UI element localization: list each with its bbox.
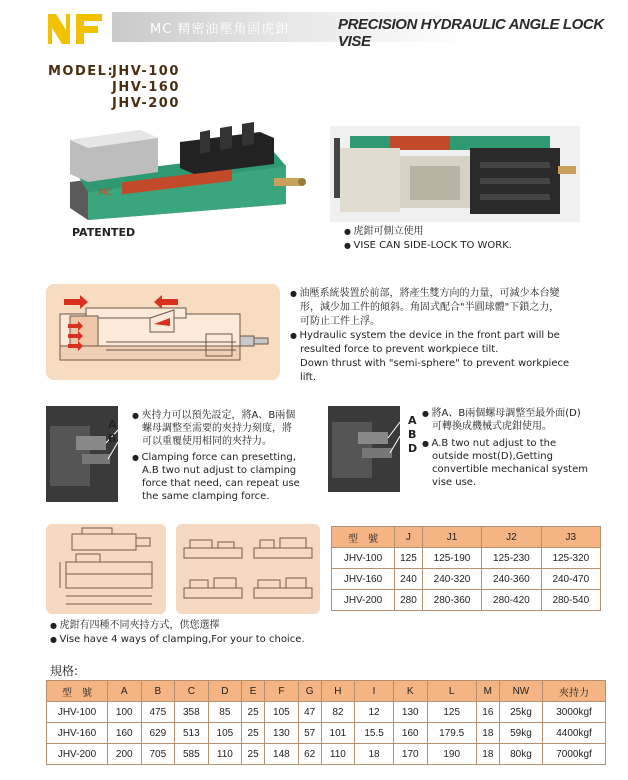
table-cell: 82 (321, 702, 355, 723)
table-cell: 240 (395, 569, 423, 590)
table-cell: 240-360 (482, 569, 541, 590)
j-header: J (395, 527, 423, 548)
j-dimension-table (331, 526, 601, 611)
title-cn: MC 精密油壓角固虎鉗 (150, 22, 290, 37)
spec-table (46, 680, 606, 765)
table-cell: 57 (298, 723, 321, 744)
table-cell: 125-320 (541, 548, 600, 569)
clamping-cn-line1: ● 夾持力可以預先設定，將A、B兩個 (132, 410, 295, 422)
table-cell: JHV-160 (332, 569, 395, 590)
hydraulic-cn-line2: 形，減少加工件的傾斜。角固式配合"半圓球體"下鎖之力， (300, 302, 560, 313)
j-header: 型 號 (332, 527, 395, 548)
nf-logo (44, 10, 104, 46)
table-cell: 240-320 (422, 569, 481, 590)
side-lock-en: ● VISE CAN SIDE-LOCK TO WORK. (344, 240, 512, 252)
table-cell: JHV-100 (47, 702, 108, 723)
table-cell: 62 (298, 744, 321, 765)
spec-header: G (298, 681, 321, 702)
dimension-drawing (46, 524, 166, 614)
hydraulic-en-line3: Down thrust with "semi-sphere" to prevent workpiece (300, 358, 570, 369)
spec-header: K (393, 681, 427, 702)
nut-label-d: D (408, 442, 418, 455)
table-cell: 105 (208, 723, 242, 744)
table-cell: 105 (265, 702, 299, 723)
table-cell: 25 (242, 702, 265, 723)
spec-header: I (355, 681, 394, 702)
hydraulic-diagram (46, 284, 280, 380)
clamping-cn-line2: 螺母調整至需要的夾持力刻度，將 (142, 423, 292, 434)
clamping-en-line4: the same clamping force. (142, 491, 270, 502)
table-cell: 240-470 (541, 569, 600, 590)
nut-label-b: B (408, 428, 417, 441)
patented-label: PATENTED (72, 226, 136, 239)
j-header: J2 (482, 527, 541, 548)
table-cell: 130 (265, 723, 299, 744)
table-cell: 80kg (499, 744, 542, 765)
table-cell: JHV-160 (47, 723, 108, 744)
model-jhv-100: JHV-100 (112, 64, 180, 79)
table-cell: 18 (355, 744, 394, 765)
nut-cn-line2: 可轉換成機械式虎鉗使用。 (432, 421, 552, 432)
table-cell: 629 (141, 723, 175, 744)
table-cell: 7000kgf (543, 744, 606, 765)
table-cell: 280 (395, 590, 423, 611)
table-cell: 160 (108, 723, 142, 744)
table-row (47, 744, 606, 765)
spec-header: 型 號 (47, 681, 108, 702)
vise-photo-main (60, 112, 310, 220)
spec-header: M (476, 681, 499, 702)
table-cell: 12 (355, 702, 394, 723)
table-cell: 25 (242, 744, 265, 765)
table-cell: 15.5 (355, 723, 394, 744)
spec-title: 規格: (50, 664, 79, 678)
spec-header: NW (499, 681, 542, 702)
nut-en-line2: outside most(D),Getting (432, 451, 553, 462)
table-cell: 705 (141, 744, 175, 765)
table-cell: 179.5 (427, 723, 476, 744)
table-row (332, 569, 601, 590)
table-cell: 130 (393, 702, 427, 723)
nut-convert-photo (328, 406, 400, 492)
spec-header: D (208, 681, 242, 702)
table-cell: JHV-200 (332, 590, 395, 611)
clamping-cn-line3: 可以重覆使用相同的夾持力。 (142, 436, 272, 447)
spec-header: 夾持力 (543, 681, 606, 702)
table-cell: 148 (265, 744, 299, 765)
nut-cn-line1: ● 將A、B兩個螺母調整至最外面(D) (422, 408, 581, 420)
model-jhv-200: JHV-200 (112, 96, 180, 111)
vise-brand-mark: MC (98, 188, 113, 198)
table-cell: 110 (208, 744, 242, 765)
clamping-en-line3: force that need, can repeat use (142, 478, 300, 489)
spec-header: H (321, 681, 355, 702)
hydraulic-en-line2: resulted force to prevent workpiece tilt. (300, 344, 499, 355)
model-jhv-160: JHV-160 (112, 80, 180, 95)
table-row (47, 702, 606, 723)
table-cell: 16 (476, 702, 499, 723)
table-cell: 110 (321, 744, 355, 765)
table-cell: 18 (476, 744, 499, 765)
clamp-label-b: B (108, 432, 117, 445)
table-row (332, 548, 601, 569)
table-cell: 190 (427, 744, 476, 765)
table-cell: 475 (141, 702, 175, 723)
table-cell: 100 (108, 702, 142, 723)
spec-header: L (427, 681, 476, 702)
table-cell: JHV-100 (332, 548, 395, 569)
table-cell: 170 (393, 744, 427, 765)
clamping-ways-en: ● Vise have 4 ways of clamping,For your to choice. (50, 634, 305, 646)
nut-en-line4: vise use. (432, 477, 477, 488)
table-cell: 125 (427, 702, 476, 723)
spec-header: C (175, 681, 209, 702)
nut-label-a: A (408, 414, 417, 427)
hydraulic-cn-line1: ● 油壓系統裝置於前部，將產生雙方向的力量，可減少本台變 (290, 288, 560, 300)
clamping-en-line1: ● Clamping force can presetting, (132, 452, 296, 464)
nut-en-line1: ● A.B two nut adjust to the (422, 438, 556, 450)
hydraulic-en-line4: lift. (300, 372, 317, 383)
clamping-en-line2: A.B two nut adjust to clamping (142, 465, 297, 476)
table-cell: 47 (298, 702, 321, 723)
vise-photo-side (330, 126, 580, 222)
j-header: J3 (541, 527, 600, 548)
table-row (332, 590, 601, 611)
clamp-label-a: A (108, 418, 117, 431)
side-lock-cn: ● 虎鉗可側立使用 (344, 226, 424, 238)
spec-header: A (108, 681, 142, 702)
table-cell: 59kg (499, 723, 542, 744)
table-cell: 18 (476, 723, 499, 744)
nut-en-line3: convertible mechanical system (432, 464, 589, 475)
table-cell: 358 (175, 702, 209, 723)
table-cell: 85 (208, 702, 242, 723)
table-cell: 200 (108, 744, 142, 765)
hydraulic-cn-line3: 可防止工件上浮。 (300, 316, 380, 327)
table-cell: 125-190 (422, 548, 481, 569)
table-cell: 101 (321, 723, 355, 744)
hydraulic-en-line1: ● Hydraulic system the device in the front part will be (290, 330, 560, 342)
table-cell: 25 (242, 723, 265, 744)
title-en: PRECISION HYDRAULIC ANGLE LOCK VISE (338, 16, 604, 50)
table-cell: 280-360 (422, 590, 481, 611)
table-cell: 4400kgf (543, 723, 606, 744)
clamping-ways-cn: ● 虎鉗有四種不同夾持方式，供您選擇 (50, 620, 220, 632)
table-cell: 513 (175, 723, 209, 744)
table-cell: 3000kgf (543, 702, 606, 723)
j-header: J1 (422, 527, 481, 548)
table-cell: 125-230 (482, 548, 541, 569)
table-cell: 125 (395, 548, 423, 569)
model-label: MODEL: (48, 64, 115, 79)
spec-header: E (242, 681, 265, 702)
spec-header: B (141, 681, 175, 702)
table-cell: 585 (175, 744, 209, 765)
table-row (47, 723, 606, 744)
table-cell: 160 (393, 723, 427, 744)
clamping-ways-drawing (176, 524, 320, 614)
table-cell: 280-420 (482, 590, 541, 611)
table-cell: 280-540 (541, 590, 600, 611)
spec-header: F (265, 681, 299, 702)
table-cell: 25kg (499, 702, 542, 723)
table-cell: JHV-200 (47, 744, 108, 765)
